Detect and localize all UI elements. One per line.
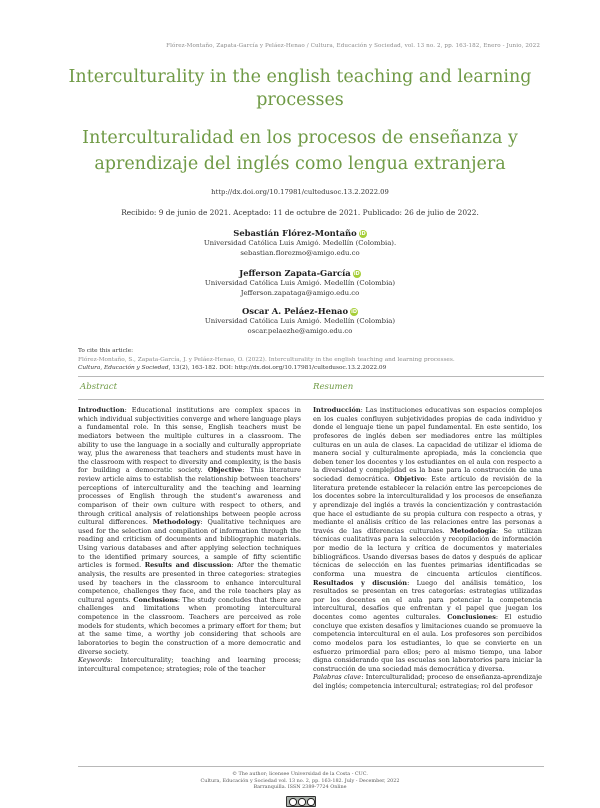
divider-top [78,376,544,377]
orcid-icon[interactable]: iD [353,271,360,277]
author-email[interactable]: Jefferson.zapataga@amigo.edu.co [240,288,360,297]
footer [60,771,540,791]
keywords: : Interculturalidad; proceso de enseñanza-aprendizaje del inglés; competencia intercultural; estrategias; rol del profesor [313,673,542,690]
text: : Educational institutions are complex spaces in which individual subjectivities converge and where language plays a fundamental role. In this sense, English teachers must be mediators between the multiple cultures in a classroom. The ability to use the language in a socially and culturally appropriate way, plus the awareness that teachers and students must have in the classroom with respect to diversity and complexity, is the basis for building a democratic society. [78,406,301,475]
text: : This literature review article aims to establish the relationship between teachers' perceptions of interculturality and the teaching and learning processes of English through the student's awareness and comparison of their own culture with respect to others, and through critical analysis of relationships between people across cultural differences. [78,466,301,527]
running-head: Flórez-Montaño, Zapata-García y Peláez-Henao / Cultura, Educación y Sociedad, vol. 13 no. 2, pp. 163-182, Enero - Junio, 2022 [166,43,540,49]
text: : The study concludes that there are challenges and limitations when promoting intercultural competence in the classroom. Teachers are perceived as role models for students, which becomes a primary effort for them; but at the same time, a worthy job considering that schools are laboratories to begin the construction of a more democratic and diverse society. [78,595,301,656]
author-name: Oscar A. Peláez-Henao iD [241,306,357,316]
text: : After the thematic analysis, the results are presented in three categories: strategies used by teachers in the classroom to enhance intercultural competence, challenges they face, and the role teachers play as cultural agents. [78,561,301,604]
citation-block [78,347,538,373]
text: : Qualitative techniques are used for the selection and compilation of information through the reading and criticism of documents and bibliographic materials. Using various databases and after applying selection techniques to the identified primary sources, a sample of fifty scientific articles is formed. [78,518,301,570]
title-english: Interculturality in the english teaching and learning processes [68,67,532,110]
author-affiliation: Universidad Católica Luis Amigó. Medellín (Colombia). [203,239,397,247]
footer-journal: Cultura, Educación y Sociedad vol. 13 no. 2, pp. 163-182. July - December, 2022 [200,777,400,784]
author-block [150,306,450,336]
text: : El estudio concluye que existen desafíos y limitaciones cuando se promueve la competencia intercultural en el aula. Los profesores son percibidos como modelos para los estudiantes, lo que se convierte en un esfuerzo primordial para ellos; pero al mismo tiempo, una labor digna considerando que las escuelas son laboratorios para iniciar la construcción de una sociedad más democrática y diversa. [313,613,542,673]
citation-journal: Cultura, Educación y Sociedad [78,365,169,372]
nc-circle-icon [307,798,315,806]
author-affiliation: Universidad Católica Luis Amigó. Medellín (Colombia) [204,279,396,287]
author-block [150,228,450,258]
label: Introduction [78,406,125,414]
citation-details: , 13(2), 163-182. DOI: http://dx.doi.org/10.17981/cultedusoc.13.2.2022.09 [168,365,387,372]
author-name: Sebastián Flórez-Montaño iD [233,228,366,238]
divider-bottom [78,766,544,767]
author-email[interactable]: oscar.pelaezhe@amigo.edu.co [247,326,353,335]
publication-dates: Recibido: 9 de junio de 2021. Aceptado: 11 de octubre de 2021. Publicado: 26 de julio de 2022. [121,208,479,217]
cc-license-icon[interactable] [286,796,316,807]
doi-link[interactable]: http://dx.doi.org/10.17981/cultedusoc.13.2.2022.09 [211,188,389,196]
keywords: : Interculturality; teaching and learning process; intercultural competence; strategies; role of the teacher [78,656,301,673]
footer-copyright: © The author; licensee Universidad de la Costa - CUC. [232,771,368,777]
text: : Luego del análisis temático, los resultados se presentan en tres categorías: estrategias utilizadas por los docentes en el aula para potenciar la competencia intercultural, desafíos que enfrentan y el papel que juegan los docentes como agentes culturales. [313,578,542,621]
resumen-body [313,406,542,691]
label: Resultados y discusión [313,578,408,587]
author-block [150,268,450,298]
author-affiliation: Universidad Católica Luis Amigó. Medellín (Colombia) [204,317,396,325]
label: Conclusions [133,595,178,604]
orcid-icon[interactable]: iD [351,309,357,315]
citation-line1: Flórez-Montaño, S., Zapata-García, J. y Peláez-Henao, O. (2022). Interculturality in the english teaching and learning processes. [78,356,455,363]
by-circle-icon [298,798,306,806]
resumen-heading: Resumen [313,382,354,392]
divider-headings [78,399,544,400]
keywords-label: Palabras clave [313,673,362,682]
label: Metodología [450,526,496,535]
title-spanish: Interculturalidad en los procesos de enseñanza y aprendizaje del inglés como lengua extranjera [82,128,518,174]
text: : Las instituciones educativas son espacios complejos en los cuales confluyen subjetividades propias de cada individuo y donde el lenguaje tiene un papel fundamental. En este sentido, los profesores de inglés deben ser mediadores entre las múltiples culturas en un aula de clases. La capacidad de utilizar el idioma de manera social y culturalmente apropiada, más la conciencia que deben tener los docentes y los estudiantes en el aula con respecto a la diversidad y complejidad es la base para la construcción de una sociedad democrática. [313,406,542,483]
cc-circle-icon [289,798,297,806]
label: Methodology [152,518,201,527]
author-name: Jefferson Zapata-García iD [239,268,360,278]
abstract-heading: Abstract [80,382,118,392]
label: Introducción [313,406,361,414]
footer-issn: Barranquilla. ISSN 2389-7724 Online [253,784,347,791]
label: Results and discussion [144,561,232,570]
orcid-icon[interactable]: iD [359,231,366,237]
text: : Este artículo de revisión de la literatura pretende establecer la relación entre las percepciones de los docentes sobre la interculturalidad y los procesos de enseñanza y aprendizaje del inglés a través la concientización y contrastación que hace el estudiante de su propia cultura con respecto a otras, y mediante el análisis crítico de las relaciones entre las personas a través de las diferencias culturales. [313,475,542,535]
label: Objetivo [394,475,425,483]
label: Conclusiones [447,613,496,621]
keywords-label: Keywords [78,656,111,665]
abstract-body [78,406,301,673]
text: : Se utilizan técnicas cualitativas para la selección y recopilación de información por medio de la lectura y crítica de documentos y materiales bibliográficos. Usando diversas bases de datos y después de aplicar técnicas de selección en las fuentes primarias identificadas se conforma una muestra de cincuenta artículos científicos. [313,526,542,578]
citation-line2 [78,364,538,373]
label: Objective [207,466,243,475]
citation-label: To cite this article: [78,348,134,354]
author-email[interactable]: sebastian.florezmo@amigo.edu.co [240,248,360,257]
